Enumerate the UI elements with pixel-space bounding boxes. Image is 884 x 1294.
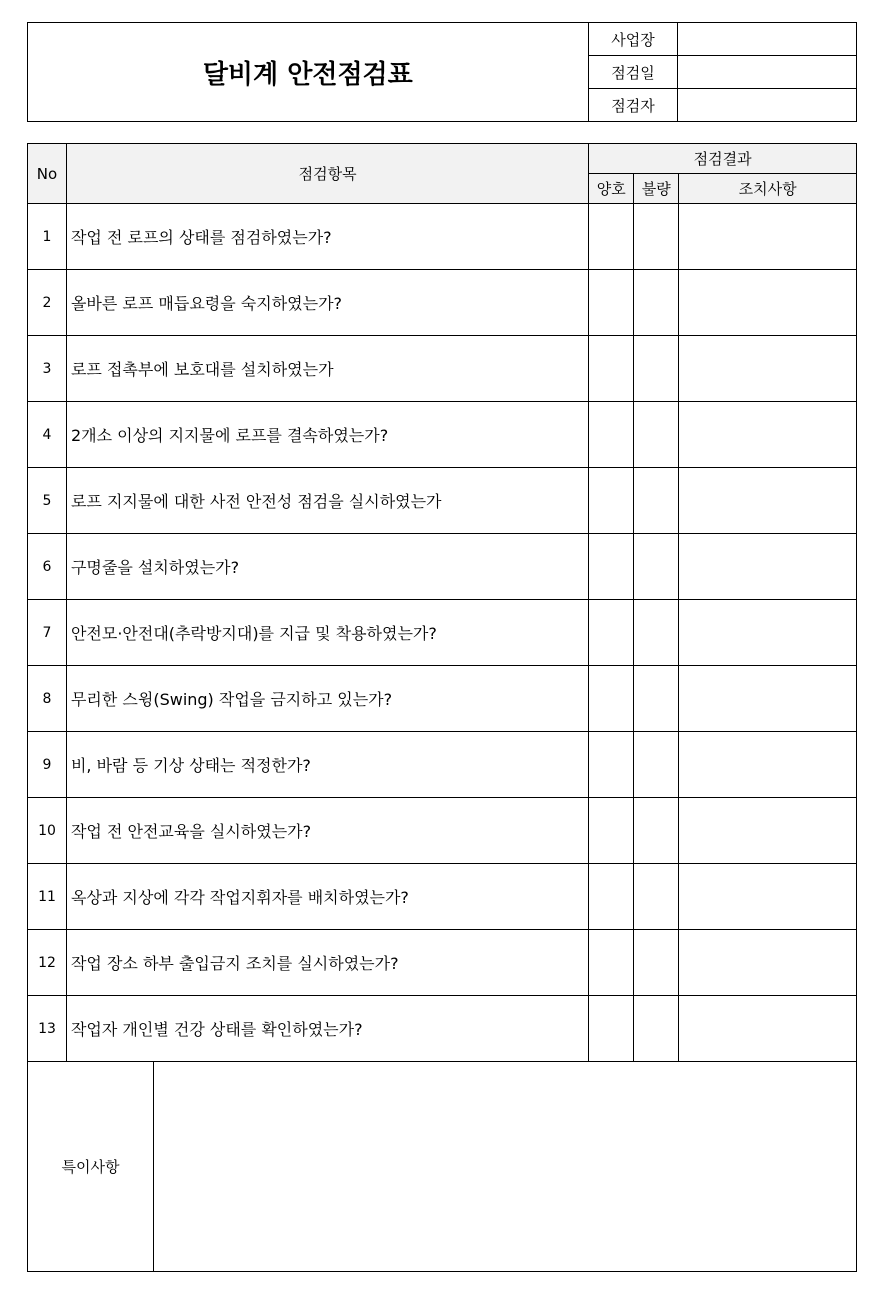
good-cell[interactable] [589,600,634,666]
action-cell[interactable] [679,798,857,864]
header-table [27,22,857,122]
good-cell[interactable] [589,336,634,402]
table-row [28,534,857,600]
action-cell[interactable] [679,270,857,336]
table-row [28,930,857,996]
checklist-table [27,143,857,1062]
bad-cell[interactable] [634,534,679,600]
check-item: 로프 접촉부에 보호대를 설치하였는가 [66,336,588,402]
remarks-field[interactable] [154,1061,857,1272]
row-number: 6 [28,534,67,600]
row-number: 2 [28,270,67,336]
good-cell[interactable] [589,468,634,534]
bad-cell[interactable] [634,732,679,798]
bad-cell[interactable] [634,996,679,1062]
action-cell[interactable] [679,996,857,1062]
inspection-date-field[interactable] [678,56,857,89]
table-row [28,402,857,468]
result-header: 점검결과 [589,144,857,174]
bad-cell[interactable] [634,468,679,534]
bad-cell[interactable] [634,204,679,270]
inspector-field[interactable] [678,89,857,122]
bad-cell[interactable] [634,798,679,864]
table-row [28,864,857,930]
no-header: No [28,144,67,204]
action-cell[interactable] [679,600,857,666]
row-number: 4 [28,402,67,468]
check-item: 구명줄을 설치하였는가? [66,534,588,600]
table-row [28,666,857,732]
good-cell[interactable] [589,798,634,864]
good-cell[interactable] [589,864,634,930]
table-row [28,798,857,864]
good-cell[interactable] [589,534,634,600]
check-item: 2개소 이상의 지지물에 로프를 결속하였는가? [66,402,588,468]
bad-cell[interactable] [634,336,679,402]
row-number: 3 [28,336,67,402]
check-item: 무리한 스윙(Swing) 작업을 금지하고 있는가? [66,666,588,732]
check-item: 비, 바람 등 기상 상태는 적정한가? [66,732,588,798]
action-cell[interactable] [679,468,857,534]
row-number: 1 [28,204,67,270]
remarks-table [27,1061,857,1272]
action-cell[interactable] [679,666,857,732]
good-header: 양호 [589,174,634,204]
good-cell[interactable] [589,270,634,336]
action-cell[interactable] [679,402,857,468]
good-cell[interactable] [589,996,634,1062]
table-row [28,270,857,336]
row-number: 9 [28,732,67,798]
action-cell[interactable] [679,864,857,930]
table-row [28,732,857,798]
good-cell[interactable] [589,666,634,732]
action-cell[interactable] [679,930,857,996]
action-header: 조치사항 [679,174,857,204]
row-number: 10 [28,798,67,864]
check-item: 올바른 로프 매듭요령을 숙지하였는가? [66,270,588,336]
good-cell[interactable] [589,930,634,996]
inspector-label: 점검자 [588,89,678,122]
bad-cell[interactable] [634,864,679,930]
check-item: 작업 전 로프의 상태를 점검하였는가? [66,204,588,270]
remarks-label: 특이사항 [28,1061,154,1272]
row-number: 13 [28,996,67,1062]
bad-cell[interactable] [634,666,679,732]
bad-cell[interactable] [634,402,679,468]
check-item: 로프 지지물에 대한 사전 안전성 점검을 실시하였는가 [66,468,588,534]
item-header: 점검항목 [66,144,588,204]
row-number: 11 [28,864,67,930]
table-row [28,468,857,534]
inspection-date-label: 점검일 [588,56,678,89]
check-item: 작업자 개인별 건강 상태를 확인하였는가? [66,996,588,1062]
table-row [28,204,857,270]
workplace-label: 사업장 [588,23,678,56]
bad-cell[interactable] [634,600,679,666]
row-number: 5 [28,468,67,534]
row-number: 8 [28,666,67,732]
bad-cell[interactable] [634,930,679,996]
page-title: 달비계 안전점검표 [28,23,589,122]
workplace-field[interactable] [678,23,857,56]
check-item: 작업 장소 하부 출입금지 조치를 실시하였는가? [66,930,588,996]
good-cell[interactable] [589,204,634,270]
good-cell[interactable] [589,732,634,798]
row-number: 12 [28,930,67,996]
check-item: 작업 전 안전교육을 실시하였는가? [66,798,588,864]
table-row [28,336,857,402]
action-cell[interactable] [679,204,857,270]
bad-cell[interactable] [634,270,679,336]
good-cell[interactable] [589,402,634,468]
table-row [28,996,857,1062]
check-item: 안전모·안전대(추락방지대)를 지급 및 착용하였는가? [66,600,588,666]
action-cell[interactable] [679,732,857,798]
bad-header: 불량 [634,174,679,204]
action-cell[interactable] [679,336,857,402]
check-item: 옥상과 지상에 각각 작업지휘자를 배치하였는가? [66,864,588,930]
action-cell[interactable] [679,534,857,600]
table-row [28,600,857,666]
row-number: 7 [28,600,67,666]
